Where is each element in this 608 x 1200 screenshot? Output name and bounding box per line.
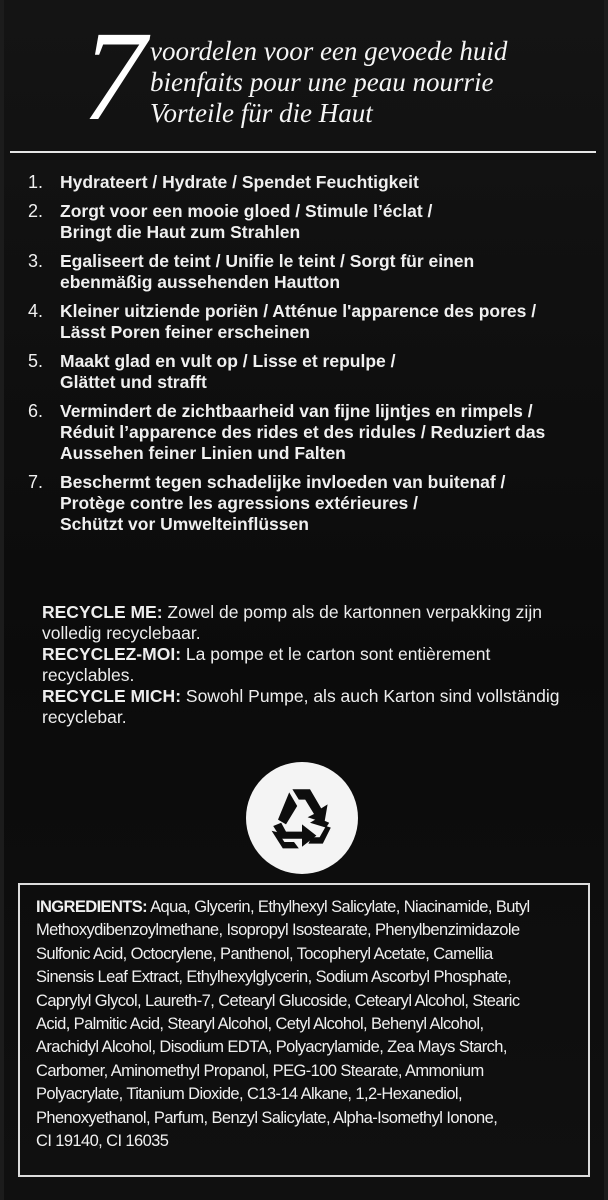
headline-line-nl: voordelen voor een gevoede huid — [150, 36, 508, 66]
ingredients-line: Carbomer, Aminomethyl Propanol, PEG-100 Stearate, Ammonium — [36, 1061, 484, 1080]
benefit-text: Egaliseert de teint / Unifie le teint / Sorgt für einen — [60, 251, 475, 271]
ingredients-line: Polyacrylate, Titanium Dioxide, C13-14 Alkane, 1,2-Hexanediol, — [36, 1085, 462, 1104]
recycle-text: Sowohl Pumpe, als auch Karton sind vollständig recyclebar. — [42, 686, 560, 727]
benefit-text: Vermindert de zichtbaarheid van fijne lijntjes en rimpels / — [60, 401, 533, 421]
recycle-text: Zowel de pomp als de kartonnen verpakking zijn volledig recyclebaar. — [42, 602, 542, 643]
recycle-paragraph-nl — [42, 602, 582, 644]
benefit-text: Bringt die Haut zum Strahlen — [60, 222, 301, 242]
benefit-number: 2. — [28, 201, 44, 221]
benefits-list — [28, 172, 588, 543]
benefit-item — [28, 401, 588, 464]
ingredients-line: Sinensis Leaf Extract, Ethylhexylglycerin, Sodium Ascorbyl Phosphate, — [36, 968, 511, 987]
benefit-number: 5. — [28, 351, 44, 371]
recycle-icon-badge — [246, 762, 358, 874]
benefit-text: Schützt vor Umwelteinflüssen — [60, 514, 309, 534]
ingredients-label: INGREDIENTS: — [36, 898, 148, 916]
recycle-paragraph-fr — [42, 644, 582, 686]
benefit-item — [28, 351, 588, 393]
recycle-label: RECYCLEZ-MOI: — [42, 644, 182, 664]
headline-line-de: Vorteile für die Haut — [150, 98, 373, 128]
benefit-text: Kleiner uitziende poriën / Atténue l'apparence des pores / — [60, 301, 537, 321]
ingredients-text: Aqua, Glycerin, Ethylhexyl Salicylate, Niacinamide, Butyl — [147, 898, 530, 916]
header-divider — [10, 151, 596, 153]
benefit-text: Aussehen feiner Linien und Falten — [60, 443, 346, 463]
ingredients-line: Acid, Palmitic Acid, Stearyl Alcohol, Cetyl Alcohol, Behenyl Alcohol, — [36, 1015, 484, 1034]
recycle-icon — [262, 778, 342, 858]
headline-line-fr: bienfaits pour une peau nourrie — [150, 67, 494, 97]
recycle-paragraph-de — [42, 686, 582, 728]
benefit-number: 1. — [28, 172, 44, 192]
benefit-number: 4. — [28, 301, 44, 321]
benefit-text: Lässt Poren feiner erscheinen — [60, 322, 310, 342]
benefit-text: Réduit l’apparence des rides et des ridules / Reduziert das — [60, 422, 546, 442]
benefit-text: Hydrateert / Hydrate / Spendet Feuchtigkeit — [60, 172, 419, 192]
ingredients-line: CI 19140, CI 16035 — [36, 1132, 169, 1151]
recycle-label: RECYCLE ME: — [42, 602, 163, 622]
benefit-text: Zorgt voor een mooie gloed / Stimule l’éclat / — [60, 201, 433, 221]
headline — [150, 36, 507, 129]
panel-edge-right — [604, 0, 608, 1200]
panel-edge-left — [0, 0, 4, 1200]
benefit-item — [28, 201, 588, 243]
benefit-text: Beschermt tegen schadelijke invloeden van buitenaf / — [60, 472, 506, 492]
benefit-item — [28, 472, 588, 535]
benefit-text: Protège contre les agressions extérieures / — [60, 493, 418, 513]
ingredients-list — [36, 896, 576, 1153]
benefit-count: 7 — [82, 5, 146, 147]
benefit-text: ebenmäßig aussehenden Hautton — [60, 272, 341, 292]
ingredients-line: Sulfonic Acid, Octocrylene, Panthenol, Tocopheryl Acetate, Camellia — [36, 944, 493, 963]
ingredients-line: Caprylyl Glycol, Laureth-7, Cetearyl Glucoside, Cetearyl Alcohol, Stearic — [36, 991, 520, 1010]
benefit-number: 3. — [28, 251, 44, 271]
benefit-number: 6. — [28, 401, 44, 421]
ingredients-line: Methoxydibenzoylmethane, Isopropyl Isostearate, Phenylbenzimidazole — [36, 921, 520, 940]
ingredients-line: Arachidyl Alcohol, Disodium EDTA, Polyacrylamide, Zea Mays Starch, — [36, 1038, 507, 1057]
benefit-item — [28, 172, 588, 193]
recycle-text: La pompe et le carton sont entièrement recyclables. — [42, 644, 491, 685]
benefit-text: Maakt glad en vult op / Lisse et repulpe / — [60, 351, 396, 371]
benefit-item — [28, 251, 588, 293]
benefit-text: Glättet und strafft — [60, 372, 207, 392]
ingredients-line: Phenoxyethanol, Parfum, Benzyl Salicylate, Alpha-Isomethyl Ionone, — [36, 1108, 498, 1127]
ingredients-line — [36, 896, 576, 919]
recycle-label: RECYCLE MICH: — [42, 686, 182, 706]
benefit-item — [28, 301, 588, 343]
recycle-info — [42, 602, 582, 728]
benefit-number: 7. — [28, 472, 44, 492]
